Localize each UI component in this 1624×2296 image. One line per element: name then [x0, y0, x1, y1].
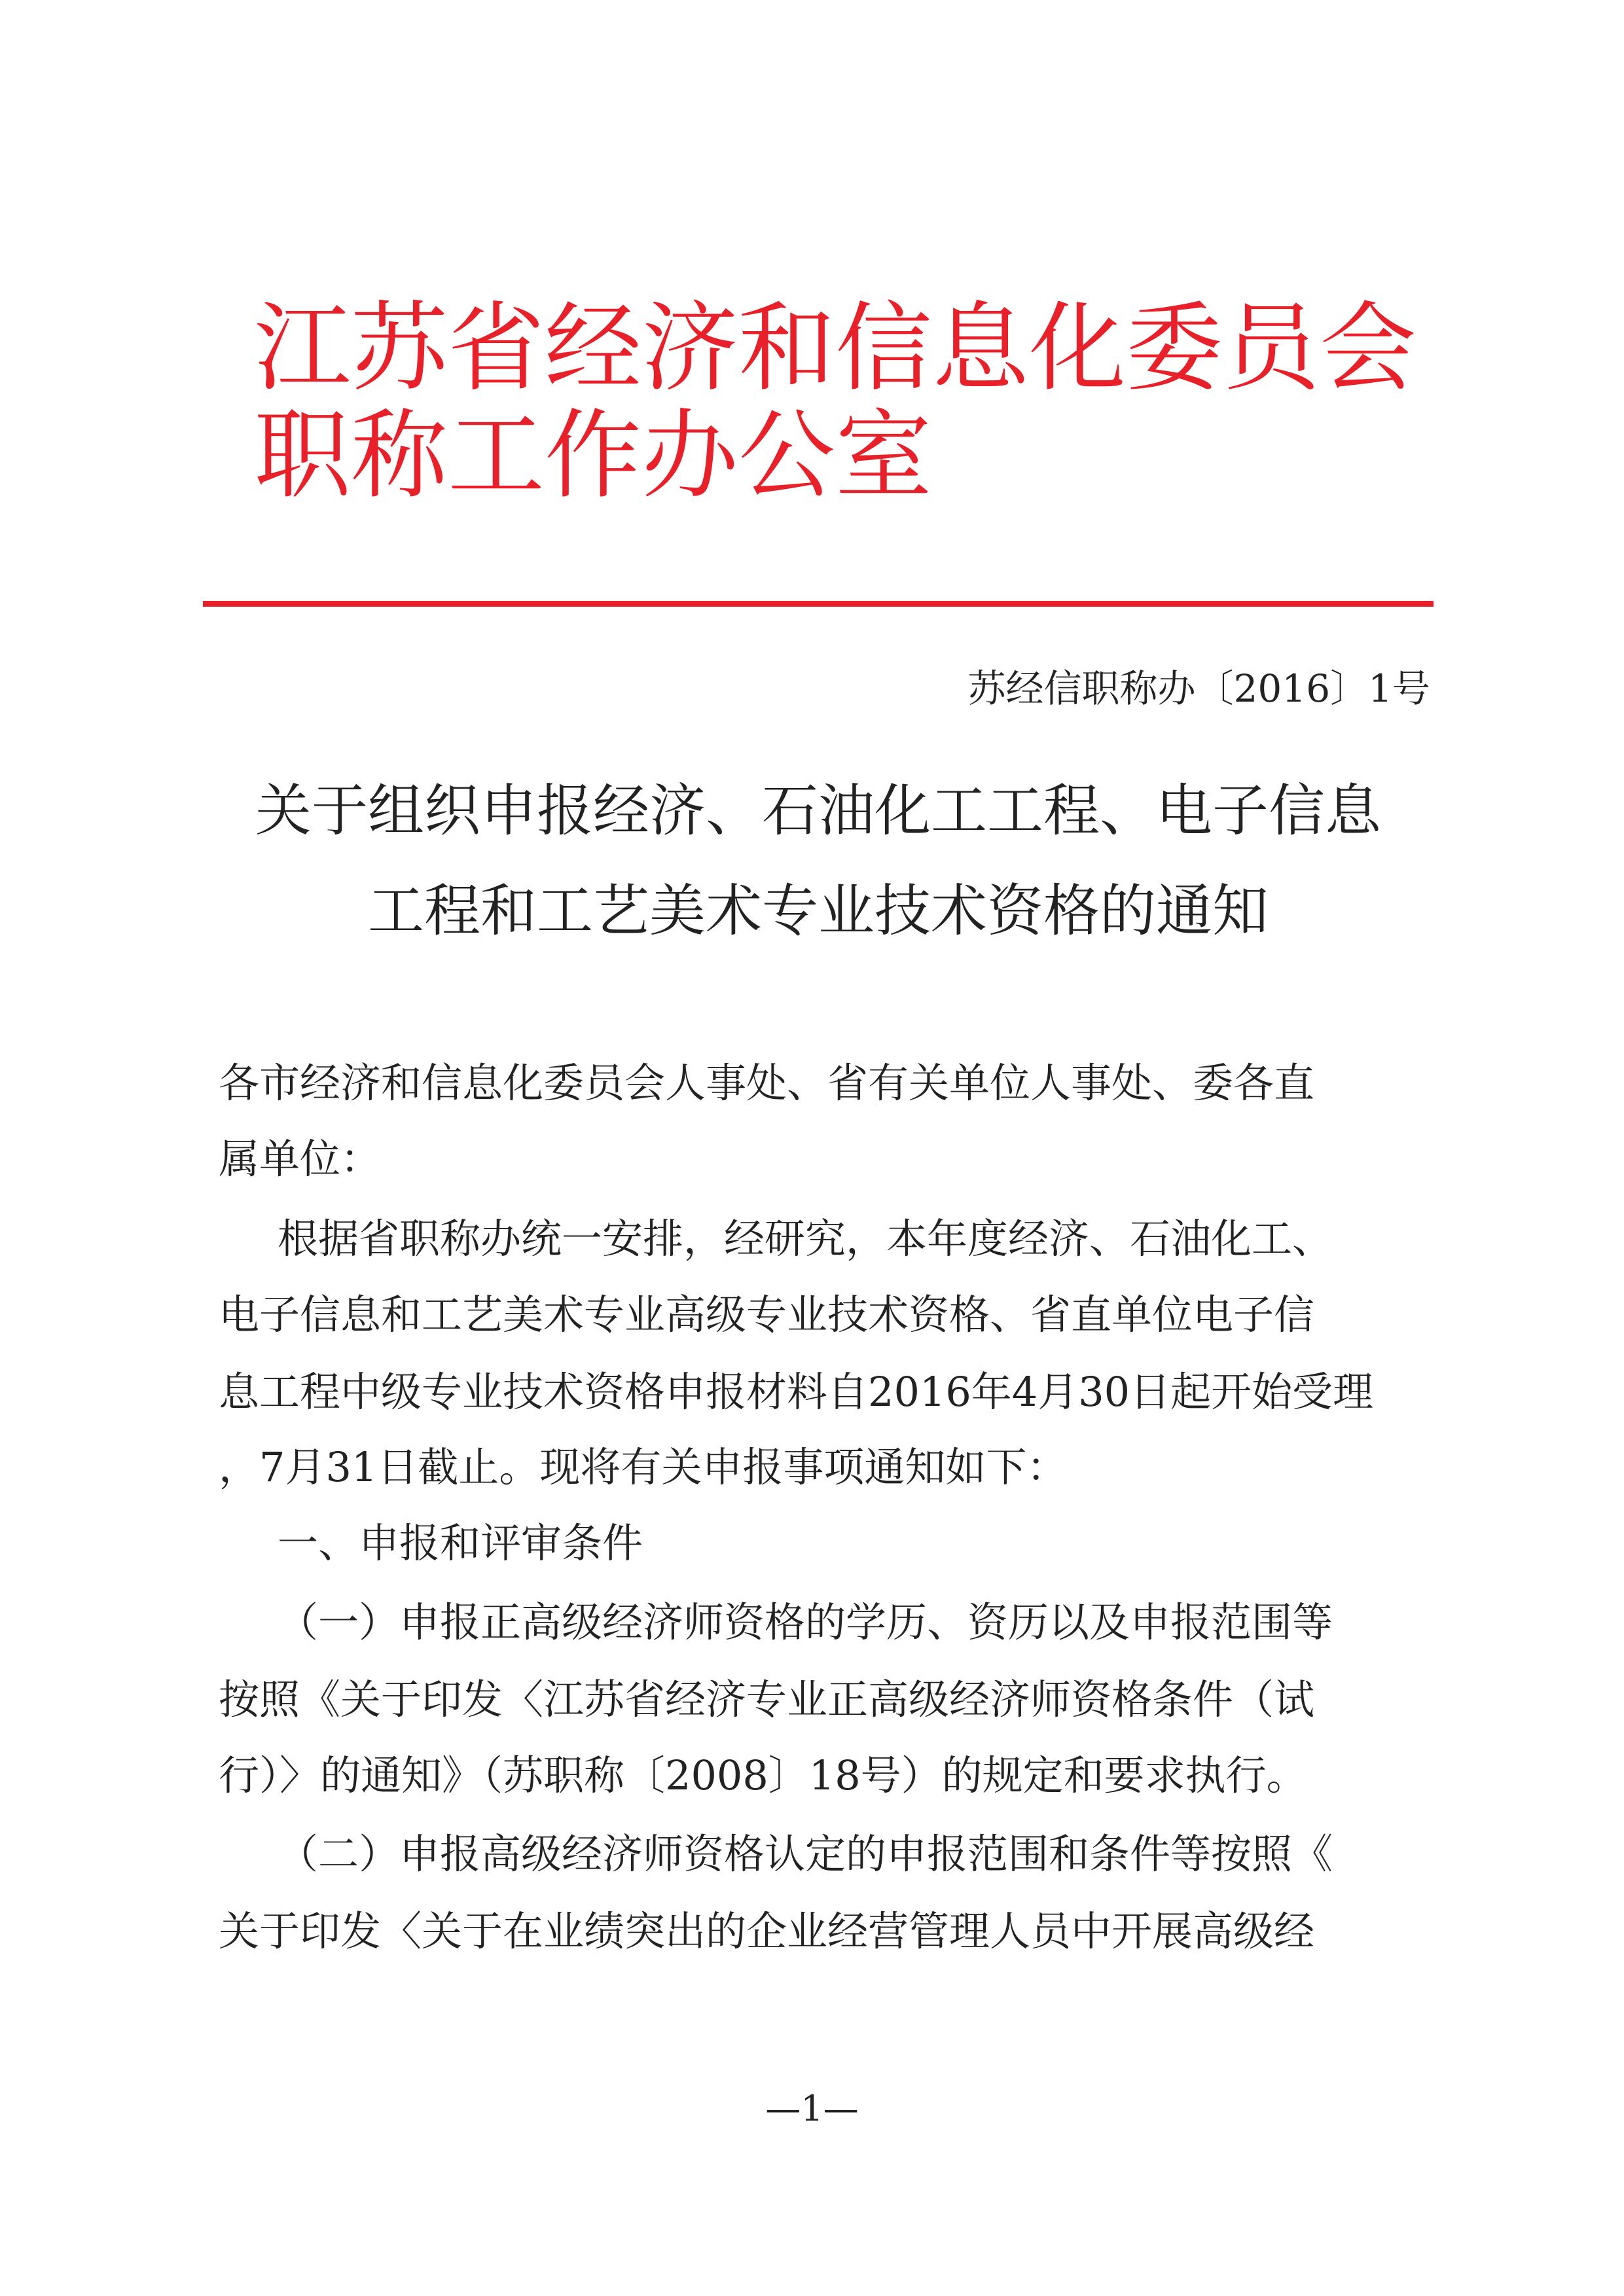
section-heading: 一、申报和评审条件 — [278, 1519, 643, 1567]
body-line: （一）申报正高级经济师资格的学历、资历以及申报范围等 — [278, 1598, 1333, 1646]
document-number: 苏经信职称办〔2016〕1号 — [967, 666, 1430, 711]
body-line-addressees-cont: 属单位： — [219, 1135, 382, 1183]
body-line: ，7月31日截止。现将有关申报事项通知如下： — [219, 1443, 1068, 1491]
body-line: 按照《关于印发〈江苏省经济专业正高级经济师资格条件（试 — [219, 1676, 1315, 1723]
body-line: 根据省职称办统一安排，经研究，本年度经济、石油化工、 — [278, 1215, 1333, 1263]
notice-title-line-2: 工程和工艺美术专业技术资格的通知 — [368, 878, 1269, 944]
body-line: 行）〉的通知》（苏职称〔2008〕18号）的规定和要求执行。 — [219, 1751, 1307, 1799]
issuing-office-title-line-1: 江苏省经济和信息化委员会 — [254, 292, 1416, 404]
notice-title-line-1: 关于组织申报经济、石油化工工程、电子信息 — [255, 778, 1381, 844]
body-line: （二）申报高级经济师资格认定的申报范围和条件等按照《 — [278, 1830, 1333, 1878]
body-line: 息工程中级专业技术资格申报材料自2016年4月30日起开始受理 — [219, 1368, 1374, 1416]
red-divider-rule — [203, 601, 1434, 607]
body-line-addressees: 各市经济和信息化委员会人事处、省有关单位人事处、委各直 — [219, 1059, 1315, 1107]
body-line: 电子信息和工艺美术专业高级专业技术资格、省直单位电子信 — [219, 1291, 1315, 1338]
body-line: 关于印发〈关于在业绩突出的企业经营管理人员中开展高级经 — [219, 1907, 1315, 1955]
page-number: —1— — [765, 2088, 859, 2129]
issuing-office-title-line-2: 职称工作办公室 — [254, 399, 932, 512]
